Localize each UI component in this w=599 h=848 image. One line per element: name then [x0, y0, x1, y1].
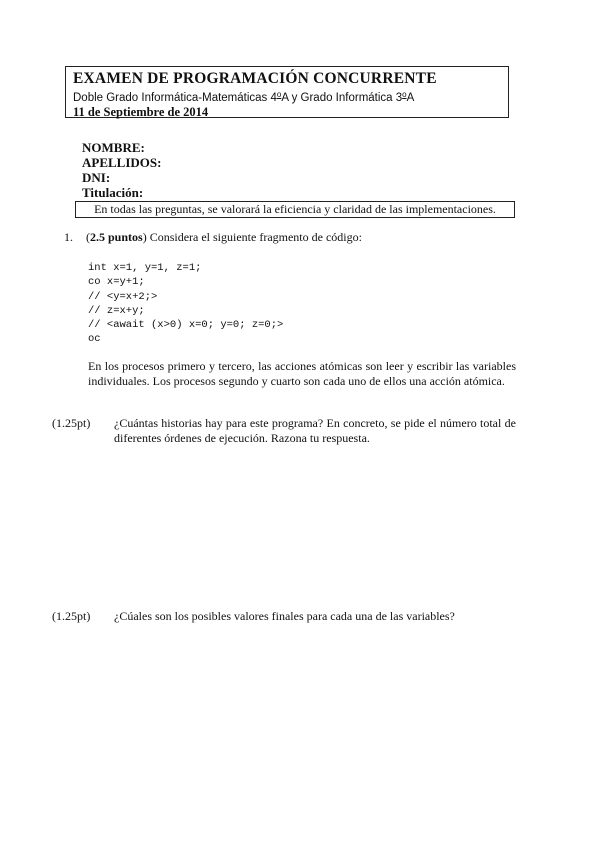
subquestion-text: ¿Cuántas historias hay para este programa? En concreto, se pide el número total de diferentes órdenes de ejecución. Razona tu respuesta. — [114, 416, 516, 445]
subquestion-text: ¿Cúales son los posibles valores finales para cada una de las variables? — [114, 609, 455, 623]
degree-mid: A y Grado Informática 3 — [281, 92, 403, 104]
degree-prefix: Doble Grado Informática-Matemáticas 4 — [73, 92, 277, 104]
question-number: 1. — [64, 230, 73, 244]
points-paren-close: ) — [142, 230, 147, 244]
subquestion-1 — [52, 416, 516, 446]
points-paren-open: ( — [86, 230, 90, 244]
code-line: co x=y+1; — [88, 276, 145, 289]
question-explanation: En los procesos primero y tercero, las acciones atómicas son leer y escribir las variables individuales. Los procesos segundo y cuarto son cada uno de ellos una acción atómica. — [88, 359, 516, 388]
code-line: // z=x+y; — [88, 304, 145, 317]
exam-title: EXAMEN DE PROGRAMACIÓN CONCURRENTE — [73, 70, 437, 87]
code-line: // <await (x>0) x=0; y=0; z=0;> — [88, 319, 284, 332]
code-line: int x=1, y=1, z=1; — [88, 262, 202, 274]
code-line: // <y=x+2;> — [88, 290, 158, 303]
exam-date: 11 de Septiembre de 2014 — [73, 105, 209, 119]
subquestion-points: (1.25pt) — [52, 609, 91, 623]
titulacion-label: Titulación: — [82, 185, 144, 200]
degree-suffix: A — [406, 92, 415, 104]
nombre-label: NOMBRE: — [82, 140, 145, 155]
student-fields — [82, 140, 161, 200]
ordinal-mark: o — [402, 90, 407, 99]
question-1 — [64, 230, 516, 245]
code-line: oc — [88, 333, 101, 346]
evaluation-notice: En todas las preguntas, se valorará la eficiencia y claridad de las implementaciones. — [75, 201, 515, 218]
apellidos-label: APELLIDOS: — [82, 155, 162, 170]
exam-header — [65, 66, 509, 118]
question-prompt: Considera el siguiente fragmento de código: — [146, 230, 362, 244]
subquestion-points: (1.25pt) — [52, 416, 91, 430]
degree-line — [73, 88, 501, 105]
question-1-header — [64, 230, 516, 245]
code-fragment — [88, 261, 283, 347]
ordinal-mark: o — [276, 90, 282, 99]
subquestion-2 — [52, 609, 516, 624]
dni-label: DNI: — [82, 170, 111, 185]
question-points: 2.5 puntos — [90, 230, 143, 244]
